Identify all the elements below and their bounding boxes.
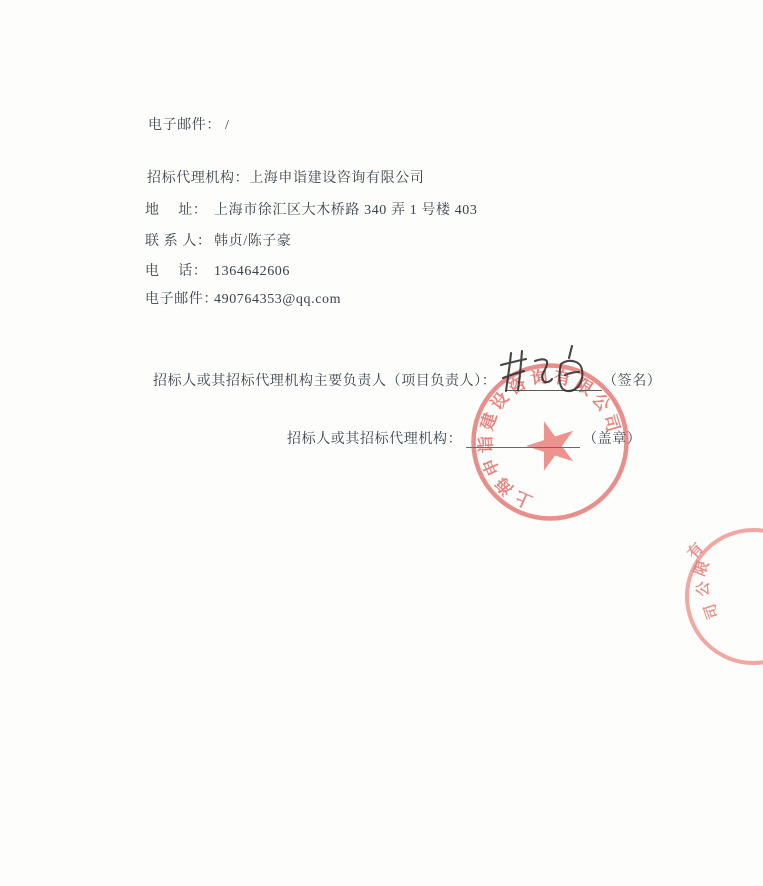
phone-value: 1364642606: [214, 264, 290, 279]
edge-seal-char: 限: [691, 558, 713, 579]
email-label: 电子邮件：: [145, 292, 218, 307]
principal-sign-suffix: [603, 372, 661, 391]
agency-seal-suffix: [583, 430, 641, 449]
contact-label: 联 系 人：: [145, 234, 212, 249]
prev-email-value: /: [225, 118, 230, 133]
signature-stroke: [506, 353, 511, 391]
seal-suffix-text: （盖章）: [583, 432, 642, 447]
principal-label-text: 招标人或其招标代理机构主要负责人（项目负责人）：: [153, 374, 497, 389]
seal-star-icon: [520, 414, 582, 474]
edge-seal-char: 公: [694, 581, 713, 597]
address-label: 地 址：: [145, 203, 208, 218]
agency-line: [147, 169, 424, 188]
edge-seal-char: 有: [684, 539, 707, 563]
agency-label: 招标代理机构：: [147, 171, 250, 186]
address-value: 上海市徐汇区大木桥路 340 弄 1 号楼 403: [214, 203, 478, 218]
seal-blank-line: [466, 447, 580, 448]
edge-seal-char: 司: [701, 601, 723, 622]
phone-label: 电 话：: [145, 264, 208, 279]
contact-value: 韩贞/陈子豪: [214, 234, 292, 249]
signature-stroke: [565, 372, 579, 375]
signature-stroke: [518, 351, 522, 390]
agency-value: 上海申诣建设咨询有限公司: [249, 171, 425, 186]
agency-seal-line-label: [287, 430, 462, 449]
email-value: 490764353@qq.com: [214, 292, 342, 307]
edge-seal-stamp: [676, 520, 763, 672]
principal-line-label: [153, 372, 496, 391]
signature-stroke: [569, 346, 572, 358]
seal-company-name: 上海申诣建设咨询有限公司: [476, 367, 623, 512]
agency-seal-label-text: 招标人或其招标代理机构：: [287, 432, 463, 447]
prev-email-line: [148, 116, 230, 135]
handwritten-signature: [495, 344, 610, 400]
signature-stroke: [559, 361, 582, 391]
sign-suffix-text: （签名）: [603, 374, 662, 389]
signature-stroke: [535, 359, 552, 382]
prev-email-label: 电子邮件：: [148, 118, 221, 133]
